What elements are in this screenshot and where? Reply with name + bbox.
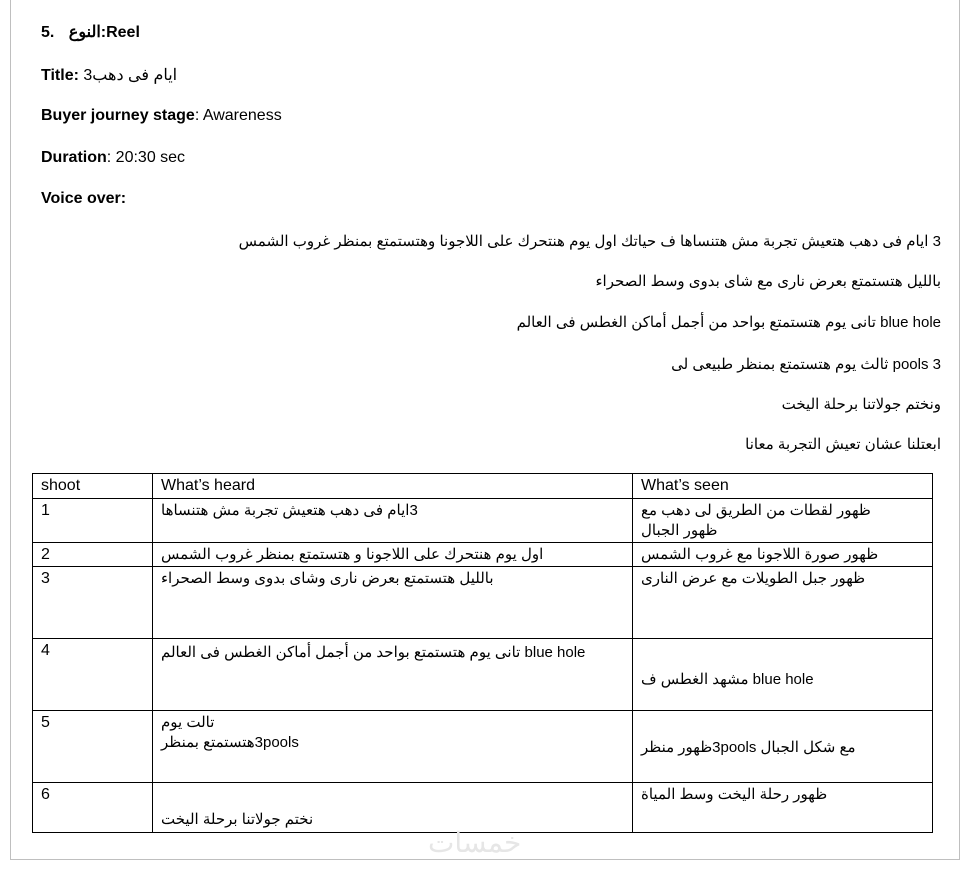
header-shoot: shoot [33,474,153,499]
seen-cell [633,783,933,833]
heard-text: blue hole تانى يوم هتستمتع بواحد من أجمل أماكن الغطس فى العالم [161,644,586,661]
heard-text: بالليل هتستمتع بعرض نارى وشاى بدوى وسط الصحراء [161,570,494,587]
heard-text: 3poolsهتستمتع بمنظر [161,734,299,751]
voice-over-line: 3 pools ثالث يوم هتستمتع بمنظر طبيعى لى [671,356,941,373]
seen-text: ظهور صورة اللاجونا مع غروب الشمس [641,546,879,563]
seen-text: مع شكل الجبال 3poolsظهور منظر [641,738,856,756]
voice-over-line: ابعتلنا عشان تعيش التجربة معانا [745,436,941,453]
heard-text: 3ايام فى دهب هتعيش تجربة مش هتنساها [161,502,418,519]
shoot-number: 2 [33,543,153,567]
seen-cell [633,567,933,639]
journey-stage-label: Buyer journey stage [41,107,195,124]
header-heard: What’s heard [153,474,633,499]
seen-text: blue hole مشهد الغطس ف [641,670,814,688]
table-row [33,543,933,567]
header-seen: What’s seen [633,474,933,499]
title-value: 3ايام فى دهب [83,67,178,84]
duration-field: Duration: 20:30 sec [41,149,186,166]
table-row [33,711,933,783]
section-label: النوع: [68,24,107,41]
table-row [33,499,933,543]
heard-cell [153,783,633,833]
heard-cell [153,639,633,711]
seen-cell [633,543,933,567]
journey-stage-value: Awareness [202,107,282,124]
seen-cell [633,639,933,711]
duration-value: 20:30 sec [115,149,186,166]
title-label: Title [41,67,74,84]
heard-cell [153,567,633,639]
voice-over-line: blue hole تانى يوم هتستمتع بواحد من أجمل أماكن الغطس فى العالم [516,314,941,331]
heard-cell [153,711,633,783]
heard-cell [153,499,633,543]
section-number: 5. [41,24,55,41]
heard-text: نختم جولاتنا برحلة اليخت [161,811,314,828]
seen-text: ظهور الجبال [641,522,718,539]
seen-text: ظهور جبل الطويلات مع عرض النارى [641,570,866,587]
title-field: Title: 3ايام فى دهب [41,67,178,84]
heard-text: تالت يوم [161,714,215,731]
shoot-number: 6 [33,783,153,833]
shots-table [32,473,933,833]
shoot-number: 4 [33,639,153,711]
table-row [33,783,933,833]
duration-label: Duration [41,149,107,166]
section-type: Reel [106,24,140,41]
table-header-row [33,474,933,499]
heard-text: اول يوم هنتحرك على اللاجونا و هتستمتع بمنظر غروب الشمس [161,546,544,563]
table-row [33,639,933,711]
shoot-number: 5 [33,711,153,783]
voice-over-line: ونختم جولاتنا برحلة اليخت [781,396,941,413]
voice-over-line: بالليل هتستمتع بعرض نارى مع شاى بدوى وسط الصحراء [595,273,941,290]
watermark-logo: خمسات [428,827,522,858]
seen-text: ظهور رحلة اليخت وسط المياة [641,786,828,803]
seen-cell [633,499,933,543]
shoot-number: 1 [33,499,153,543]
seen-text: ظهور لقطات من الطريق لى دهب مع [641,502,871,519]
journey-stage-field: Buyer journey stage: Awareness [41,107,282,124]
section-heading [41,22,140,42]
voice-over-line: 3 ايام فى دهب هتعيش تجربة مش هتنساها ف حياتك اول يوم هنتحرك على اللاجونا وهتستمتع بمنظر غروب الشمس [238,233,941,250]
heard-cell [153,543,633,567]
voice-over-label: Voice over: [41,190,127,207]
table-row [33,567,933,639]
shoot-number: 3 [33,567,153,639]
seen-cell [633,711,933,783]
